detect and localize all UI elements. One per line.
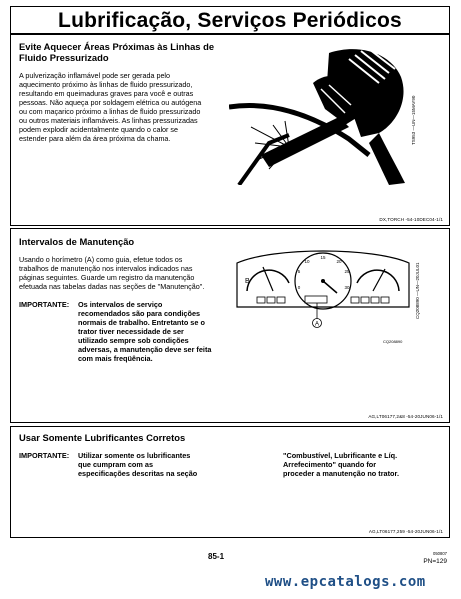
svg-text:10: 10: [304, 259, 310, 264]
important-label: IMPORTANTE:: [19, 300, 70, 309]
section-title-line: Fluido Pressurizado: [19, 52, 109, 63]
section-body: [19, 255, 204, 291]
important-line: que cumpram com as: [78, 460, 154, 469]
callout-label: A: [314, 321, 320, 328]
body-line: estender para além da área próxima da chama.: [19, 134, 171, 143]
svg-text:20: 20: [336, 259, 342, 264]
body-line: resultando em queimaduras graves para você e outras: [19, 89, 194, 98]
reference-code: DX,TORCH -54-10DEC04-1/1: [379, 217, 443, 222]
important-line: especificações descritas na seção: [78, 469, 198, 478]
welding-torch-illustration: [229, 43, 413, 185]
important-line: Utilizar somente os lubrificantes: [78, 451, 191, 460]
important-text: [78, 300, 211, 363]
section-correct-lubricants: [10, 426, 450, 538]
section-title: Intervalos de Manutenção: [19, 236, 135, 247]
svg-text:30: 30: [344, 285, 350, 290]
important-line: normais de trabalho. Entretanto se o: [78, 318, 205, 327]
page-number: 85-1: [208, 552, 225, 561]
important-text-continued: [283, 451, 399, 478]
important-text: [78, 451, 197, 478]
important-line: com mais freqüência.: [78, 354, 153, 363]
reference-code: AG,LT06177,259 -54-20JUN06-1/1: [368, 529, 443, 534]
svg-text:15: 15: [320, 255, 326, 260]
body-line: ou com maçarico próximo a linhas de fluido pressurizado: [19, 107, 201, 116]
footer-pn: PN=129: [423, 558, 447, 565]
body-line: pessoas. Não aqueça por soldagem elétrica ou autógena: [19, 98, 202, 107]
svg-text:25: 25: [344, 269, 350, 274]
body-line: podem explodir acidentalmente quando o calor se: [19, 125, 179, 134]
svg-text:5: 5: [297, 269, 301, 274]
important-line: adversas, a manutenção deve ser feita: [78, 345, 212, 354]
section-title-line: Evite Aquecer Áreas Próximas às Linhas de: [19, 41, 215, 52]
watermark: www.epcatalogs.com: [265, 574, 426, 590]
svg-text:0: 0: [297, 285, 301, 290]
important-line: Os intervalos de serviço: [78, 300, 163, 309]
body-line: Usando o horímetro (A) como guia, efetue todos os: [19, 255, 183, 264]
svg-text:B: B: [245, 278, 250, 285]
page-title: Lubrificação, Serviços Periódicos: [10, 6, 450, 34]
image-code: CQ208890 —UN—20JUL01: [415, 262, 420, 319]
body-line: trabalhos de manutenção nos intervalos indicados nas: [19, 264, 193, 273]
body-line: A pulverização inflamável pode ser gerada pelo: [19, 71, 171, 80]
footer-code: 050807: [433, 551, 447, 556]
section-maintenance-intervals: [10, 228, 450, 423]
important-line: trator tiver necessidade de ser: [78, 327, 184, 336]
instrument-cluster-illustration: [233, 243, 413, 347]
reference-code: AG,LT06177,2&8 -54-20JUN06-1/1: [368, 414, 443, 419]
image-code: TS953 —UN—15MAY90: [411, 95, 416, 145]
body-line: efetuada nas tabelas dadas nas seções de "Manutenção".: [19, 282, 205, 291]
section-title: [19, 41, 214, 63]
important-line: proceder a manutenção no trator.: [283, 469, 399, 478]
body-line: aquecimento próximo às linhas de fluido pressurizado,: [19, 80, 193, 89]
section-title: Usar Somente Lubrificantes Corretos: [19, 432, 186, 443]
image-code-2: CQ208890: [383, 339, 403, 344]
important-line: "Combustível, Lubrificante e Líq.: [283, 451, 398, 460]
section-body: [19, 71, 201, 143]
important-line: utilizado sempre sob condições: [78, 336, 189, 345]
section-heat-warning: [10, 34, 450, 226]
body-line: páginas seguintes. Guarde um registro da manutenção: [19, 273, 195, 282]
body-line: ou outros materiais inflamáveis. As linhas pressurizadas: [19, 116, 198, 125]
important-label: IMPORTANTE:: [19, 451, 70, 460]
important-line: Arrefecimento" quando for: [283, 460, 377, 469]
important-line: recomendados são para condições: [78, 309, 201, 318]
